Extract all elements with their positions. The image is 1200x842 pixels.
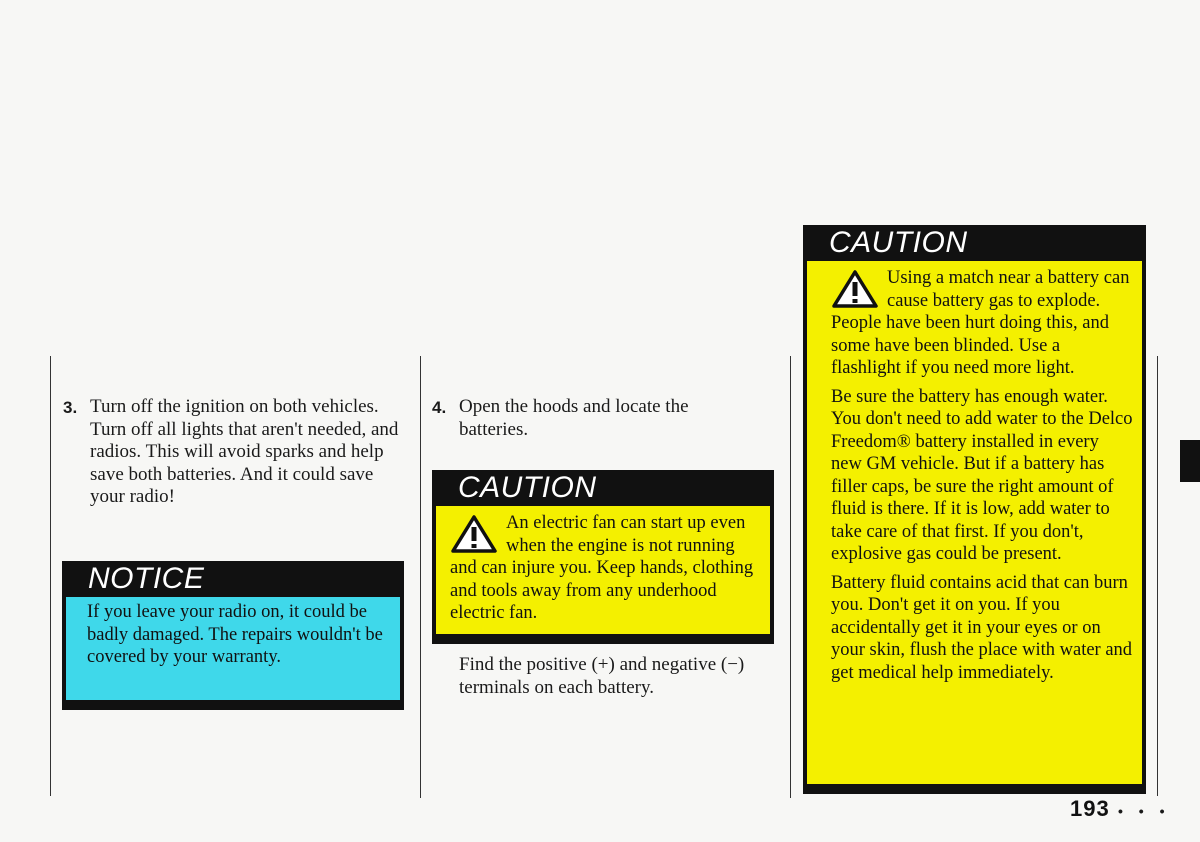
caution-battery-paragraph-1 [831, 267, 1134, 380]
caution-fan-box [432, 470, 774, 644]
step-4 [432, 396, 752, 441]
warning-triangle-icon [450, 514, 498, 554]
terminals-text: Find the positive (+) and negative (−) terminals on each battery. [459, 654, 745, 698]
step-3-number: 3. [63, 398, 78, 417]
column-rule-middle [420, 356, 421, 798]
caution-battery-paragraph-2: Be sure the battery has enough water. You don't need to add water to the Delco Freedom® battery installed in every new GM vehicle. But if a battery has filler caps, be sure the right amount of fluid is there. If it is low, add water to take care of that first. If you don't, explosive gas could be present. [831, 386, 1133, 564]
step-4-number: 4. [432, 398, 447, 417]
caution-fan-heading: CAUTION [458, 471, 597, 504]
step-3-text: Turn off the ignition on both vehicles. Turn off all lights that aren't needed, and radios. This will avoid sparks and help save both batteries. And it could save your radio! [90, 396, 399, 507]
warning-triangle-icon [831, 269, 879, 309]
notice-box [62, 561, 404, 710]
column-rule-right-1 [790, 356, 791, 798]
notice-heading: NOTICE [88, 562, 205, 595]
caution-battery-heading: CAUTION [829, 226, 968, 259]
section-tab-marker [1180, 440, 1200, 482]
step-4-text: Open the hoods and locate the batteries. [459, 396, 689, 440]
caution-battery-text-1: Using a match near a battery can cause battery gas to explode. People have been hurt doing this, and some have been blinded. Use a flashlight if you need more light. [831, 268, 1130, 378]
column-rule-left [50, 356, 51, 796]
caution-fan-body [436, 506, 770, 634]
caution-battery-paragraph-3: Battery fluid contains acid that can burn you. Don't get it on you. If you accidentally get it in your eyes or on your skin, flush the place with water and get medical help immediately. [831, 572, 1133, 683]
caution-battery-body [807, 261, 1142, 784]
caution-fan-text: An electric fan can start up even when the engine is not running and can injure you. Keep hands, clothing and tools away from any underhood electric fan. [450, 513, 754, 623]
page-number: 193 [1070, 796, 1110, 821]
column-rule-right-2 [1157, 356, 1158, 796]
step-3 [63, 396, 403, 509]
caution-battery-box [803, 225, 1146, 794]
page-dots: • • • [1118, 803, 1171, 819]
notice-text: If you leave your radio on, it could be badly damaged. The repairs wouldn't be covered by your warranty. [66, 597, 400, 700]
